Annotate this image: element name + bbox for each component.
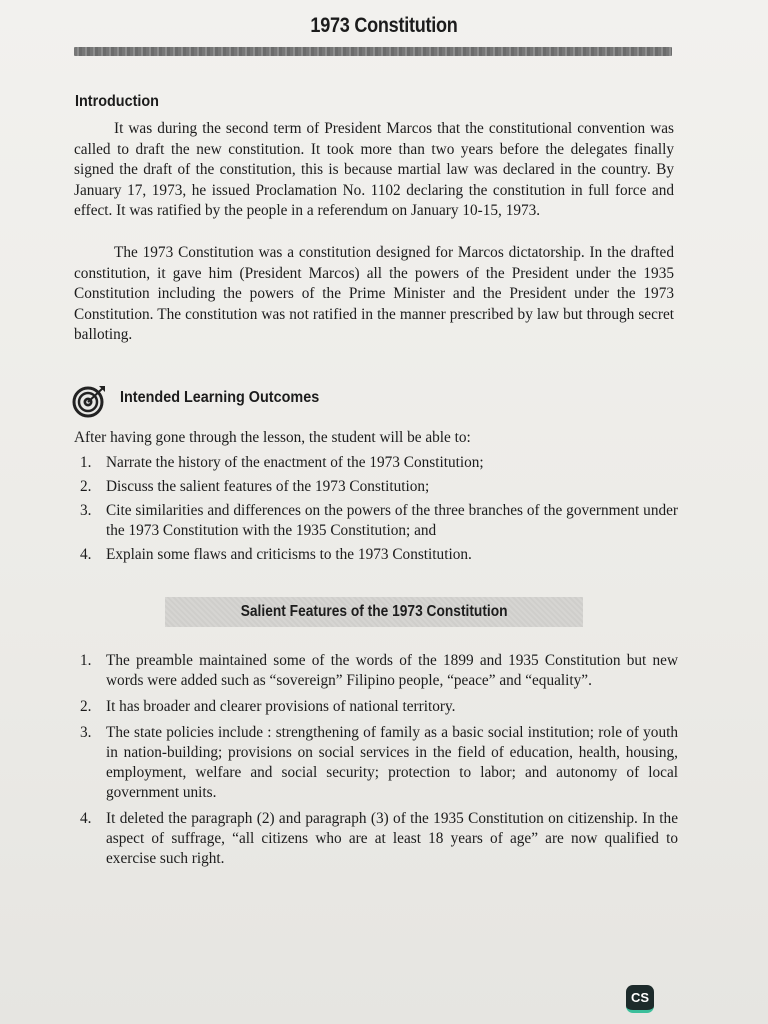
list-item-number: 4. — [80, 546, 92, 563]
list-item — [74, 809, 678, 869]
page-title: 1973 Constitution — [310, 14, 458, 37]
intro-paragraph-2 — [74, 243, 674, 346]
camscanner-logo: CS — [626, 985, 654, 1013]
target-icon — [72, 384, 106, 418]
list-item-number: 3. — [80, 724, 92, 741]
list-item-text: Discuss the salient features of the 1973 Constitution; — [106, 478, 430, 495]
list-item-text: It has broader and clearer provisions of national territory. — [106, 698, 456, 715]
list-item — [74, 723, 678, 803]
list-item-number: 2. — [80, 698, 92, 715]
introduction-heading: Introduction — [75, 93, 159, 110]
list-item-text: The state policies include : strengthening of family as a basic social institution; role of youth in nation-building; provisions on social services in the field of education, health, housing, employment, welfare and social security; protection to labor; and autonomy of local government units. — [106, 724, 678, 801]
features-list — [74, 651, 678, 869]
intro-paragraph-1 — [74, 119, 674, 222]
list-item-text: It deleted the paragraph (2) and paragraph (3) of the 1935 Constitution on citizenship. In the aspect of suffrage, “all citizens who are at least 18 years of age” are now qualified to exercise such right. — [106, 810, 678, 867]
list-item-text: Narrate the history of the enactment of the 1973 Constitution; — [106, 454, 484, 471]
list-item-number: 3. — [80, 502, 92, 519]
outcomes-heading: Intended Learning Outcomes — [120, 389, 320, 406]
list-item-number: 1. — [80, 652, 92, 669]
list-item-text: Explain some flaws and criticisms to the 1973 Constitution. — [106, 546, 472, 563]
list-item-number: 1. — [80, 454, 92, 471]
list-item — [74, 477, 678, 497]
list-item — [74, 501, 678, 541]
title-underline-bar — [74, 47, 672, 56]
list-item-text: The preamble maintained some of the words of the 1899 and 1935 Constitution but new words were added such as “sovereign” Filipino people, “peace” and “equality”. — [106, 652, 678, 689]
intro-paragraph-2-text: The 1973 Constitution was a constitution designed for Marcos dictatorship. In the drafted constitution, it gave him (President Marcos) all the powers of the President under the 1935 Constitution including the powers of the Prime Minister and the President under the 1973 Constitution. The constitution was not ratified in the manner prescribed by law but through secret balloting. — [74, 244, 674, 344]
list-item — [74, 651, 678, 691]
list-item — [74, 453, 678, 473]
outcomes-lead: After having gone through the lesson, the student will be able to: — [74, 429, 471, 446]
list-item — [74, 545, 678, 565]
list-item-text: Cite similarities and differences on the powers of the three branches of the government under the 1973 Constitution with the 1935 Constitution; and — [106, 502, 678, 539]
outcomes-list — [74, 453, 678, 565]
list-item-number: 4. — [80, 810, 92, 827]
intro-paragraph-1-text: It was during the second term of President Marcos that the constitutional convention was called to draft the new constitution. It took more than two years before the delegates finally signed the draft of the constitution, this is because martial law was declared in the country. By January 17, 1973, he issued Proclamation No. 1102 declaring the constitution in full force and effect. It was ratified by the people in a referendum on January 10-15, 1973. — [74, 120, 674, 220]
features-banner — [165, 597, 583, 627]
features-heading: Salient Features of the 1973 Constitution — [240, 603, 508, 620]
list-item-number: 2. — [80, 478, 92, 495]
list-item — [74, 697, 678, 717]
